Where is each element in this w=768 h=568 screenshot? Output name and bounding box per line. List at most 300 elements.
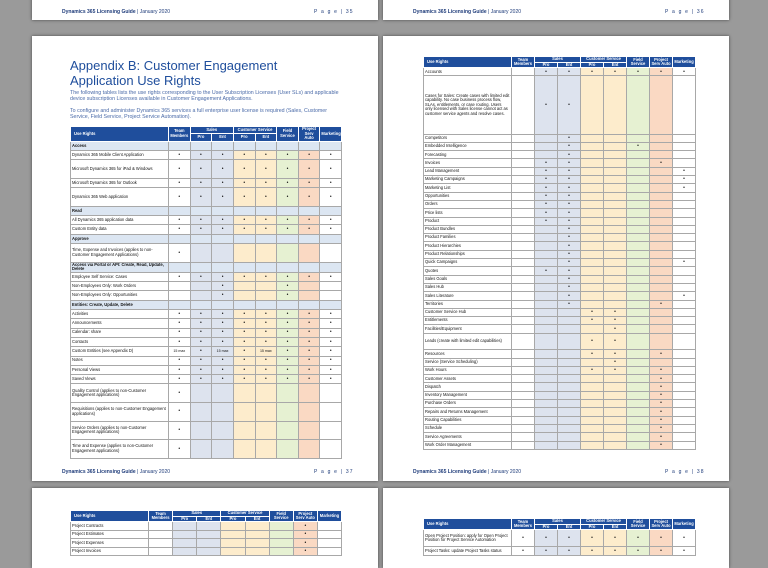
column-header-ent: Ent <box>558 524 581 530</box>
table-cell: • <box>650 547 673 556</box>
footer-title: Dynamics 365 Licensing Guide | January 2020 <box>62 9 171 15</box>
table-cell: • <box>169 319 191 328</box>
table-cell: • <box>535 217 558 225</box>
table-cell: • <box>255 356 277 365</box>
table-cell <box>627 184 650 192</box>
table-cell <box>650 200 673 208</box>
table-cell <box>255 206 277 215</box>
table-cell: • <box>277 178 299 187</box>
table-cell: • <box>190 356 212 365</box>
column-header-project-service: Project Serv Auto <box>651 56 671 67</box>
table-cell: • <box>320 178 342 187</box>
table-cell: • <box>212 272 234 281</box>
table-cell <box>512 176 535 184</box>
table-cell: • <box>650 424 673 432</box>
table-cell: • <box>558 142 581 150</box>
table-cell <box>650 176 673 184</box>
table-cell <box>535 441 558 449</box>
table-cell <box>650 283 673 291</box>
table-cell: • <box>535 167 558 175</box>
table-cell: • <box>650 383 673 391</box>
row-label: Time and Expense (applies to non-Customer Engagement applications) <box>71 440 169 459</box>
column-header-customer-service: Customer Service <box>233 127 276 134</box>
table-row <box>424 192 696 200</box>
row-label: Microsoft Dynamics 365 for Outlook <box>71 178 169 187</box>
table-cell: • <box>212 291 234 300</box>
table-cell <box>512 391 535 399</box>
table-cell <box>233 300 255 309</box>
table-cell: • <box>255 178 277 187</box>
table-row <box>71 328 342 337</box>
table-cell <box>673 242 696 250</box>
table-cell: • <box>320 337 342 346</box>
table-cell: • <box>277 272 299 281</box>
table-cell <box>535 275 558 283</box>
table-cell: • <box>293 539 317 548</box>
table-cell: • <box>558 547 581 556</box>
table-cell: • <box>650 416 673 424</box>
row-label: Routing Capabilities <box>424 416 512 424</box>
table-cell <box>233 206 255 215</box>
page-number: P a g e | 35 <box>314 9 354 15</box>
table-cell <box>604 259 627 267</box>
table-cell: • <box>604 358 627 366</box>
table-cell <box>581 400 604 408</box>
table-cell <box>173 539 197 548</box>
row-label: Customer Assets <box>424 375 512 383</box>
row-label: Calendar: share <box>71 328 169 337</box>
table-cell: • <box>650 68 673 76</box>
table-cell <box>627 400 650 408</box>
column-header-pro: Pro <box>535 62 558 68</box>
table-cell <box>535 416 558 424</box>
table-cell <box>512 217 535 225</box>
column-header-sales: Sales <box>173 511 221 517</box>
table-cell <box>604 408 627 416</box>
column-header-ent: Ent <box>558 62 581 68</box>
table-cell: • <box>627 547 650 556</box>
table-cell: • <box>558 184 581 192</box>
table-cell <box>169 262 191 272</box>
table-cell: • <box>190 160 212 179</box>
table-cell: • <box>320 216 342 225</box>
table-cell <box>512 159 535 167</box>
table-cell <box>149 530 173 539</box>
intro-paragraph: The following tables lists the use rights corresponding to the User Subscription Licenses (User SLs) and applicable device subscription Licenses available in Customer Engagement Applications. <box>70 90 339 103</box>
table-cell: • <box>673 530 696 547</box>
table-cell <box>277 300 299 309</box>
row-label: Leads (create with limited edit capabilities) <box>424 333 512 350</box>
column-header-pro: Pro <box>581 62 604 68</box>
table-row <box>424 530 696 547</box>
table-cell <box>298 234 320 243</box>
table-cell <box>298 384 320 403</box>
section-label: Access <box>71 141 169 150</box>
row-label: Lead Management <box>424 167 512 175</box>
table-cell <box>558 308 581 316</box>
table-row <box>424 275 696 283</box>
table-cell <box>320 402 342 421</box>
page-number: P a g e | 36 <box>665 9 705 15</box>
table-cell <box>212 440 234 459</box>
column-header-pro: Pro <box>221 516 245 522</box>
table-cell <box>512 283 535 291</box>
row-label: Purchase Orders <box>424 400 512 408</box>
table-cell: • <box>277 282 299 291</box>
table-cell <box>673 400 696 408</box>
table-cell <box>173 522 197 531</box>
row-label: Product Hierarchies <box>424 242 512 250</box>
table-cell <box>627 433 650 441</box>
table-cell <box>627 391 650 399</box>
table-cell: • <box>558 242 581 250</box>
table-cell <box>627 424 650 432</box>
table-cell <box>255 440 277 459</box>
table-cell <box>512 350 535 358</box>
table-cell <box>581 416 604 424</box>
table-cell: • <box>298 365 320 374</box>
table-cell <box>673 333 696 350</box>
table-cell: • <box>650 408 673 416</box>
table-cell <box>512 333 535 350</box>
table-cell <box>650 167 673 175</box>
table-cell: • <box>604 68 627 76</box>
table-cell: • <box>169 244 191 263</box>
table-cell: • <box>604 530 627 547</box>
table-cell: • <box>558 267 581 275</box>
table-cell <box>255 402 277 421</box>
row-label: Custom Entity data <box>71 225 169 234</box>
table-cell <box>673 433 696 441</box>
table-cell <box>212 300 234 309</box>
table-cell <box>512 267 535 275</box>
row-label: Work Order Management <box>424 441 512 449</box>
table-cell <box>320 300 342 309</box>
table-cell <box>650 317 673 325</box>
table-cell: • <box>558 76 581 134</box>
table-cell <box>673 151 696 159</box>
row-label: Competitors <box>424 134 512 142</box>
table-cell: • <box>277 225 299 234</box>
use-rights-table <box>70 510 342 556</box>
table-cell <box>604 151 627 159</box>
table-cell <box>512 209 535 217</box>
table-cell <box>233 384 255 403</box>
table-cell: • <box>581 333 604 350</box>
table-cell <box>673 317 696 325</box>
table-cell <box>173 530 197 539</box>
table-cell: • <box>604 325 627 333</box>
table-cell <box>535 151 558 159</box>
table-cell <box>255 291 277 300</box>
use-rights-table <box>70 126 342 459</box>
table-cell: • <box>212 151 234 160</box>
table-cell: • <box>212 319 234 328</box>
table-cell <box>512 317 535 325</box>
table-cell <box>535 325 558 333</box>
table-cell <box>212 234 234 243</box>
table-cell <box>581 408 604 416</box>
table-cell <box>320 384 342 403</box>
table-row <box>71 384 342 403</box>
table-cell <box>604 76 627 134</box>
table-cell <box>558 317 581 325</box>
table-row <box>71 375 342 384</box>
table-cell: • <box>190 347 212 356</box>
column-header-team-members: Team Members <box>512 57 535 68</box>
table-cell: • <box>535 184 558 192</box>
table-cell <box>512 234 535 242</box>
table-cell <box>535 358 558 366</box>
table-cell <box>604 225 627 233</box>
table-cell: • <box>212 365 234 374</box>
table-row <box>424 424 696 432</box>
table-cell <box>512 383 535 391</box>
table-cell: • <box>650 441 673 449</box>
table-cell <box>190 234 212 243</box>
table-cell <box>627 317 650 325</box>
table-cell: • <box>190 375 212 384</box>
table-row <box>71 310 342 319</box>
table-cell <box>512 275 535 283</box>
table-cell <box>233 282 255 291</box>
row-label: Activities <box>71 310 169 319</box>
table-row <box>424 408 696 416</box>
table-cell: • <box>298 328 320 337</box>
table-cell <box>197 547 221 556</box>
table-cell <box>581 134 604 142</box>
section-label: Entities: Create, Update, Delete <box>71 300 169 309</box>
table-cell <box>535 292 558 300</box>
table-cell: • <box>233 356 255 365</box>
table-cell <box>604 441 627 449</box>
table-cell <box>245 522 269 531</box>
table-cell: • <box>558 192 581 200</box>
table-cell <box>298 206 320 215</box>
column-header-field-service: Field Service <box>269 511 293 522</box>
column-header-use-rights: Use Rights <box>424 519 512 530</box>
table-cell <box>627 234 650 242</box>
table-cell <box>673 358 696 366</box>
table-cell: • <box>212 225 234 234</box>
table-cell <box>535 383 558 391</box>
table-cell <box>627 267 650 275</box>
table-cell <box>604 275 627 283</box>
table-cell: • <box>212 188 234 207</box>
table-row <box>424 283 696 291</box>
table-cell: • <box>512 530 535 547</box>
table-cell: • <box>558 217 581 225</box>
column-header-use-rights: Use Rights <box>424 57 512 68</box>
row-label: Employee Self Service: Cases <box>71 272 169 281</box>
table-cell <box>673 424 696 432</box>
column-header-field-service: Field Service <box>277 127 299 142</box>
table-cell <box>604 391 627 399</box>
table-cell <box>169 291 191 300</box>
table-cell: • <box>277 337 299 346</box>
table-row <box>71 272 342 281</box>
table-cell <box>221 530 245 539</box>
column-header-project-service: Project Serv Auto <box>651 518 671 529</box>
table-cell: • <box>558 151 581 159</box>
table-cell: • <box>169 188 191 207</box>
table-cell <box>512 441 535 449</box>
table-cell <box>604 383 627 391</box>
table-cell <box>197 522 221 531</box>
table-cell: • <box>298 216 320 225</box>
table-row <box>424 366 696 374</box>
column-header-marketing: Marketing <box>673 519 696 530</box>
table-cell <box>535 225 558 233</box>
column-header-project-service: Project Serv Auto <box>293 511 317 522</box>
table-cell: • <box>190 225 212 234</box>
table-cell <box>604 200 627 208</box>
table-cell <box>627 250 650 258</box>
table-cell <box>512 250 535 258</box>
table-row <box>424 184 696 192</box>
page-35 <box>32 0 378 20</box>
table-row <box>71 547 342 556</box>
table-cell <box>233 244 255 263</box>
table-cell <box>190 384 212 403</box>
table-cell: • <box>190 310 212 319</box>
table-cell: • <box>627 530 650 547</box>
table-cell <box>604 433 627 441</box>
table-cell: • <box>255 225 277 234</box>
table-cell <box>512 292 535 300</box>
table-cell: • <box>255 337 277 346</box>
table-cell <box>233 402 255 421</box>
table-row <box>424 383 696 391</box>
column-header-ent: Ent <box>255 134 277 141</box>
table-cell <box>650 308 673 316</box>
table-cell <box>233 262 255 272</box>
table-row <box>71 365 342 374</box>
table-cell <box>535 433 558 441</box>
table-cell <box>212 262 234 272</box>
table-cell <box>298 421 320 440</box>
column-header-pro: Pro <box>173 516 197 522</box>
table-row <box>71 539 342 548</box>
table-cell <box>298 402 320 421</box>
table-cell <box>512 366 535 374</box>
table-cell: • <box>673 184 696 192</box>
table-cell: • <box>558 167 581 175</box>
table-cell <box>320 282 342 291</box>
table-cell: • <box>169 272 191 281</box>
table-cell <box>604 134 627 142</box>
table-cell <box>604 375 627 383</box>
table-cell <box>627 300 650 308</box>
table-cell <box>581 167 604 175</box>
table-cell <box>535 242 558 250</box>
table-cell: • <box>212 160 234 179</box>
table-row <box>424 547 696 556</box>
table-cell <box>512 134 535 142</box>
table-cell <box>627 76 650 134</box>
table-cell: • <box>558 134 581 142</box>
table-cell: • <box>233 347 255 356</box>
table-cell <box>673 325 696 333</box>
table-cell: • <box>277 160 299 179</box>
table-cell: • <box>320 347 342 356</box>
table-cell <box>581 375 604 383</box>
table-cell <box>650 267 673 275</box>
table-cell <box>650 217 673 225</box>
footer-title: Dynamics 365 Licensing Guide | January 2020 <box>413 9 522 15</box>
table-cell <box>233 440 255 459</box>
table-cell: • <box>298 188 320 207</box>
table-cell <box>255 421 277 440</box>
table-cell <box>604 159 627 167</box>
table-cell <box>673 250 696 258</box>
table-cell <box>512 76 535 134</box>
section-label: Access via Portal or API: Create, Read, Update, Delete <box>71 262 169 272</box>
table-cell <box>169 300 191 309</box>
table-row <box>71 178 342 187</box>
table-cell: • <box>212 282 234 291</box>
table-cell <box>650 275 673 283</box>
table-cell <box>650 250 673 258</box>
table-cell: • <box>233 151 255 160</box>
table-cell: • <box>233 178 255 187</box>
table-cell <box>604 250 627 258</box>
table-row <box>424 350 696 358</box>
table-row <box>71 347 342 356</box>
table-cell <box>581 267 604 275</box>
table-row <box>424 76 696 134</box>
table-cell: • <box>650 300 673 308</box>
table-row <box>424 151 696 159</box>
table-cell: • <box>320 319 342 328</box>
table-cell <box>673 76 696 134</box>
table-row <box>424 176 696 184</box>
table-cell <box>604 300 627 308</box>
table-cell: • <box>233 188 255 207</box>
table-cell: • <box>298 375 320 384</box>
table-cell <box>255 234 277 243</box>
table-cell <box>535 283 558 291</box>
table-cell <box>535 250 558 258</box>
table-cell <box>245 547 269 556</box>
row-label: Embedded Intelligence <box>424 142 512 150</box>
table-cell <box>190 300 212 309</box>
table-cell <box>535 350 558 358</box>
table-cell <box>627 242 650 250</box>
table-cell <box>604 217 627 225</box>
table-cell: • <box>512 547 535 556</box>
table-cell <box>298 300 320 309</box>
row-label: Marketing Campaigns <box>424 176 512 184</box>
table-cell: • <box>320 188 342 207</box>
table-cell <box>673 134 696 142</box>
table-cell: • <box>650 375 673 383</box>
table-cell: • <box>558 300 581 308</box>
table-cell: • <box>581 350 604 358</box>
table-cell <box>581 424 604 432</box>
table-cell: • <box>277 151 299 160</box>
table-cell <box>190 206 212 215</box>
table-cell: • <box>298 319 320 328</box>
table-cell: • <box>190 216 212 225</box>
table-cell: • <box>320 272 342 281</box>
table-cell: • <box>277 375 299 384</box>
table-cell <box>581 441 604 449</box>
header-row <box>71 127 342 134</box>
table-row <box>71 225 342 234</box>
section-label: Approve <box>71 234 169 243</box>
table-cell <box>512 142 535 150</box>
